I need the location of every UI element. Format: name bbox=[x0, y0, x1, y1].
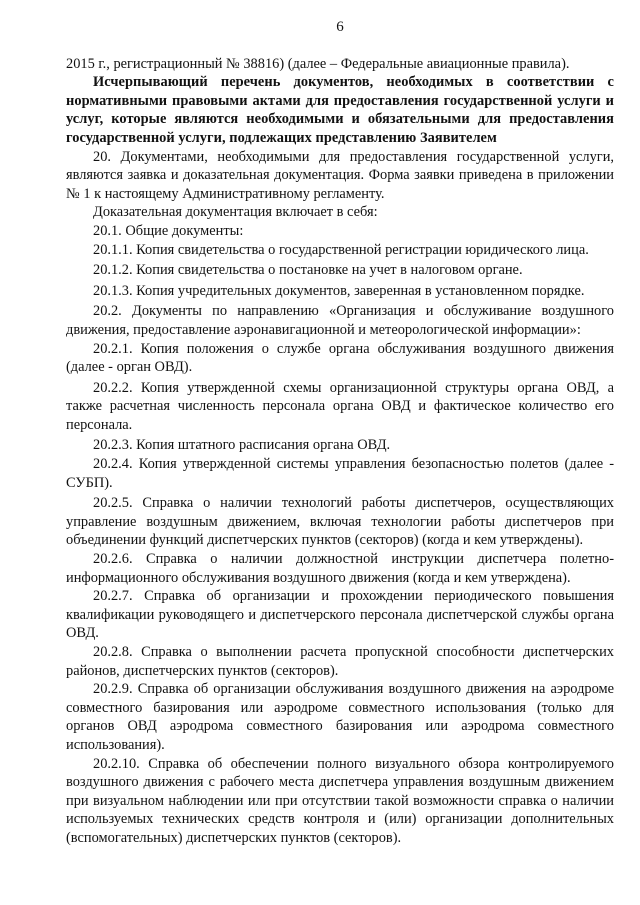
paragraph-20-2-3: 20.2.3. Копия штатного расписания органа ОВД. bbox=[93, 437, 391, 454]
paragraph-20-2-8: 20.2.8. Справка о выполнении расчета пропускной способности диспетчерских районов, диспетчерских пунктов (секторов). bbox=[66, 644, 614, 679]
paragraph-20-1-2: 20.1.2. Копия свидетельства о постановке на учет в налоговом органе. bbox=[93, 262, 523, 279]
paragraph-continuation: 2015 г., регистрационный № 38816) (далее – Федеральные авиационные правила). bbox=[66, 55, 570, 72]
paragraph-20-1-1: 20.1.1. Копия свидетельства о государственной регистрации юридического лица. bbox=[93, 241, 589, 258]
paragraph-20-2-2: 20.2.2. Копия утвержденной схемы организационной структуры органа ОВД, а также расчетная численность персонала органа ОВД и фактическое количество его персонала. bbox=[66, 379, 614, 433]
paragraph-20-2-5: 20.2.5. Справка о наличии технологий работы диспетчеров, осуществляющих управление воздушным движением, включая технологии работы диспетчеров при объединении функций диспетчерских пунктов (секторов) (когда и кем утверждены). bbox=[66, 495, 614, 549]
paragraph-20-1: 20.1. Общие документы: bbox=[93, 222, 244, 239]
paragraph-evidence-intro: Доказательная документация включает в себя: bbox=[93, 204, 378, 221]
paragraph-20-2-7: 20.2.7. Справка об организации и прохождении периодического повышения квалификации руководящего и диспетчерского персонала диспетчерской службы органа ОВД. bbox=[66, 588, 614, 642]
section-heading: Исчерпывающий перечень документов, необходимых в соответствии с нормативными правовыми актами для предоставления государственной услуги и услуг, которые являются необходимыми и обязательными для предоставления государственной услуги, подлежащих представлению Заявителем bbox=[66, 74, 614, 146]
paragraph-20-2-6: 20.2.6. Справка о наличии должностной инструкции диспетчера полетно-информационного обслуживания воздушного движения (когда и кем утверждена). bbox=[66, 551, 614, 586]
paragraph-20-2-9: 20.2.9. Справка об организации обслуживания воздушного движения на аэродроме совместного базирования или аэродроме совместного использования (только для органов ОВД аэродрома совместного базирования или аэродрома совместного использования). bbox=[66, 681, 614, 753]
document-page bbox=[66, 18, 614, 848]
paragraph-20-2-1: 20.2.1. Копия положения о службе органа обслуживания воздушного движения (далее - орган ОВД). bbox=[66, 340, 614, 376]
paragraph-20-2-4: 20.2.4. Копия утвержденной системы управления безопасностью полетов (далее - СУБП). bbox=[66, 456, 614, 491]
paragraph-20-2: 20.2. Документы по направлению «Организация и обслуживание воздушного движения, предоставление аэронавигационной и метеорологической информации»: bbox=[66, 303, 614, 338]
paragraph-20-2-10: 20.2.10. Справка об обеспечении полного визуального обзора контролируемого воздушного движения с рабочего места диспетчера управления воздушным движением при визуальном наблюдении или при отсутствии такой возможности справка о наличии используемых технических средств контроля и (или) организации дополнительных (вспомогательных) диспетчерских пунктов (секторов). bbox=[66, 755, 614, 846]
paragraph-20-1-3: 20.1.3. Копия учредительных документов, заверенная в установленном порядке. bbox=[93, 282, 585, 299]
paragraph-20: 20. Документами, необходимыми для предоставления государственной услуги, являются заявка и доказательная документация. Форма заявки приведена в приложении № 1 к настоящему Административному регламенту. bbox=[66, 148, 614, 202]
page-number: 6 bbox=[336, 19, 344, 35]
